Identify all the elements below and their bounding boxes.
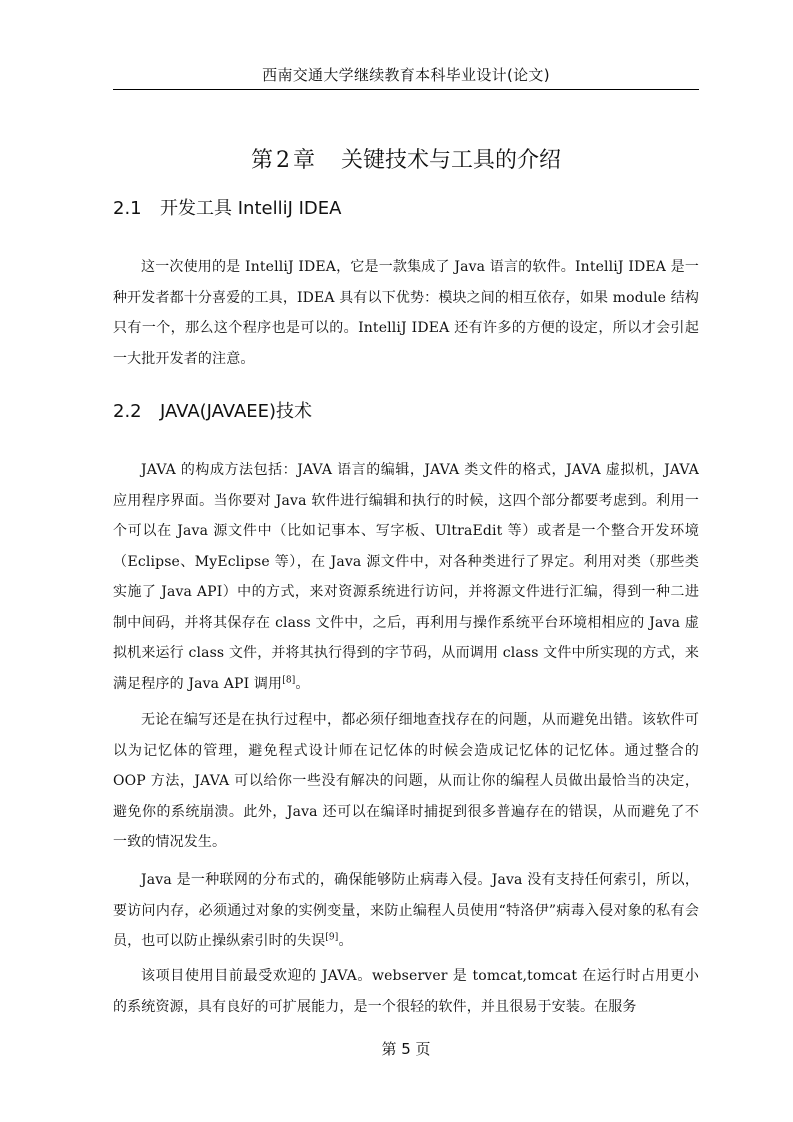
section-title-text: JAVA(JAVAEE)技术	[160, 401, 313, 422]
citation: [9]	[325, 932, 339, 943]
paragraph-text: 无论在编写还是在执行过程中，都必须仔细地查找存在的问题，从而避免出错。该软件可以为记忆体的管理，避免程式设计师在记忆体的时候会造成记忆体的记忆体。通过整合的 OOP 方法，JAVA 可以给你一些没有解决的问题，从而让你的编程人员做出最恰当的决定，避免你的系统崩溃。此外，Java 还可以在编译时捕捉到很多普遍存在的错误，从而避免了不一致的情况发生。	[113, 712, 699, 850]
chapter-number: 2	[275, 148, 290, 173]
section-number: 2.2	[113, 401, 142, 422]
paragraph-text: Java 是一种联网的分布式的，确保能够防止病毒入侵。Java 没有支持任何索引，所以，要访问内存，必须通过对象的实例变量，来防止编程人员使用“特洛伊”病毒入侵对象的私有会员，也可以防止操纵索引时的失误	[113, 872, 699, 949]
paragraph-tail: 。	[295, 675, 310, 692]
chapter-prefix: 第	[250, 148, 273, 173]
paragraph	[113, 705, 699, 858]
paragraph	[113, 252, 699, 374]
header-rule	[113, 89, 699, 90]
paragraph	[113, 961, 699, 1022]
chapter-suffix: 章	[292, 148, 315, 173]
paragraph-text: JAVA 的构成方法包括：JAVA 语言的编辑，JAVA 类文件的格式，JAVA 虚拟机，JAVA 应用程序界面。当你要对 Java 软件进行编辑和执行的时候，这四个部分都要考虑到。利用一个可以在 Java 源文件中（比如记事本、写字板、UltraEdit 等）或者是一个整合开发环境（Eclipse、MyEclipse 等），在 Java 源文件中，对各种类进行了界定。利用对类（那些类实施了 Java API）中的方式，来对资源系统进行访问，并将源文件进行汇编，得到一种二进制中间码，并将其保存在 class 文件中，之后，再利用与操作系统平台环境相相应的 Java 虚拟机来运行 class 文件，并将其执行得到的字节码，从而调用 class 文件中所实现的方式，来满足程序的 Java API 调用	[113, 462, 699, 692]
chapter-title-text: 关键技术与工具的介绍	[341, 148, 562, 173]
paragraph-text: 这一次使用的是 IntelliJ IDEA，它是一款集成了 Java 语言的软件。IntelliJ IDEA 是一种开发者都十分喜爱的工具，IDEA 具有以下优势：模块之间的相互依存，如果 module 结构只有一个，那么这个程序也是可以的。IntelliJ IDEA 还有许多的方便的设定，所以才会引起一大批开发者的注意。	[113, 259, 699, 367]
section-heading-2-1	[113, 195, 341, 223]
chapter-title	[113, 144, 699, 178]
paragraph	[113, 865, 699, 957]
section-number: 2.1	[113, 198, 142, 219]
section-title-text: 开发工具 IntelliJ IDEA	[160, 198, 342, 219]
page-number: 第 5 页	[381, 1040, 431, 1058]
paragraph	[113, 455, 699, 699]
citation: [8]	[282, 674, 296, 685]
section-heading-2-2	[113, 398, 312, 426]
running-header: 西南交通大学继续教育本科毕业设计(论文)	[262, 66, 550, 84]
paragraph-tail: 。	[338, 933, 353, 949]
paragraph-text: 该项目使用目前最受欢迎的 JAVA。webserver 是 tomcat,tomcat 在运行时占用更小的系统资源，具有良好的可扩展能力，是一个很轻的软件，并且很易于安装。在服务	[113, 968, 699, 1015]
